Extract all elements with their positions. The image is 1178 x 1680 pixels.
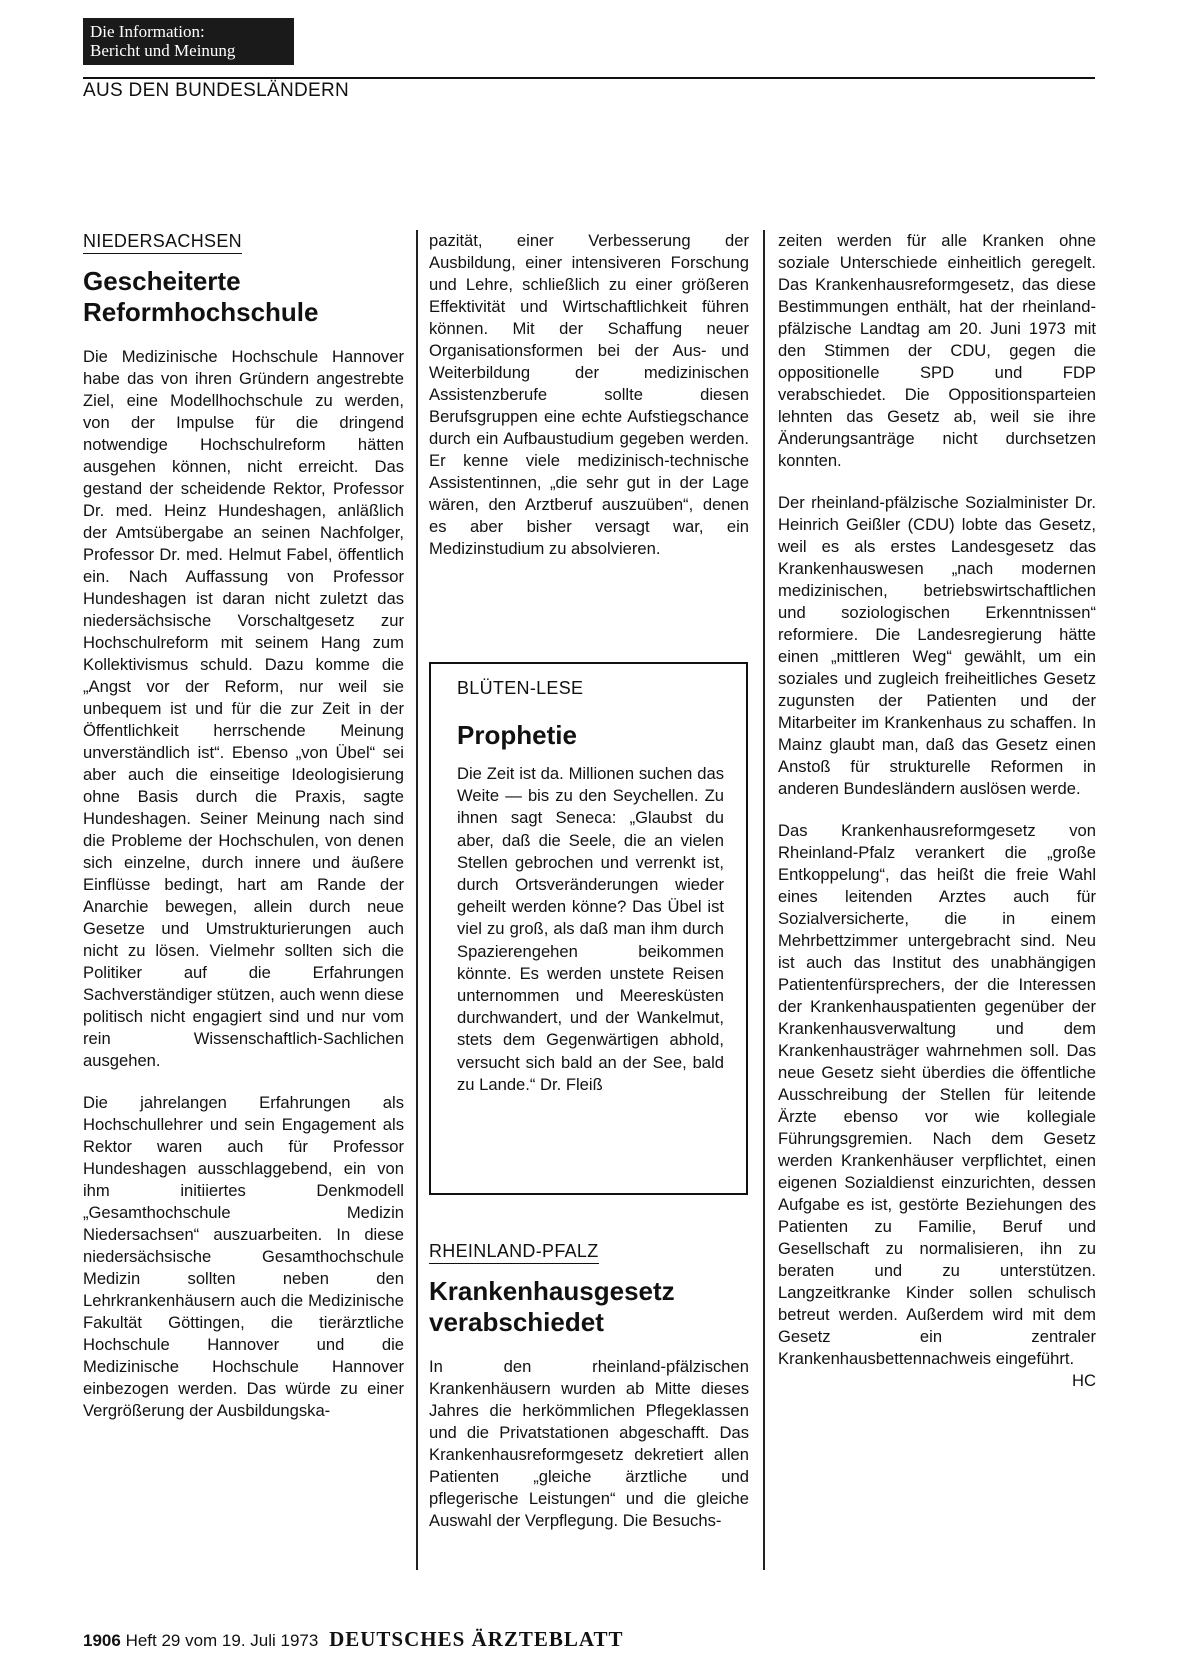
article1-headline: Gescheiterte Reformhochschule	[83, 266, 319, 327]
article1-paragraph-2: Die jahrelangen Erfahrungen als Hochschullehrer und sein Engagement als Rektor waren auch für Professor Hundeshagen ausschlaggebend, ein von ihm initiiertes Denkmodell „Gesamthochschule Medizin Niedersachsen“ auszuarbeiten. In diese niedersächsische Gesamthochschule Medizin sollten neben den Lehrkrankenhäusern auch die Medizinische Fakultät Göttingen, die tierärztliche Hochschule Hannover und die Medizinische Hochschule Hannover einbezogen werden. Das würde zu einer Vergrößerung der Ausbildungska-	[83, 1093, 404, 1420]
masthead: DEUTSCHES ÄRZTEBLATT	[329, 1627, 624, 1651]
article2-paragraph-3: Der rheinland-pfälzische Sozialminister Dr. Heinrich Geißler (CDU) lobte das Gesetz, weil es als erstes Landesgesetz das Krankenhauswesen „nach modernen medizinischen, betriebswirtschaftlichen und soziologischen Erkenntnissen“ reformiere. Die Landesregierung hätte einen „mittleren Weg“ gewählt, um ein soziales und zugleich freiheitliches Gesetz zugunsten der Patienten und der Mitarbeiter im Krankenhaus zu schaffen. In Mainz glaubt man, daß das Gesetz einen Anstoß für strukturelle Reformen in anderen Bundesländern auslösen werde.	[778, 493, 1096, 798]
column-2-bottom	[429, 1240, 749, 1552]
article1-rubric: NIEDERSACHSEN	[83, 230, 242, 254]
column-2-top	[429, 230, 749, 580]
column-3	[778, 230, 1096, 1392]
bluetenlese-box	[429, 662, 748, 1195]
box-body	[457, 763, 724, 1096]
box-text: Die Zeit ist da. Millionen suchen das Weite — bis zu den Seychellen. Zu ihnen sagt Seneca: „Glaubst du aber, daß die Seele, die an vielen Stellen gebrochen und verrenkt ist, durch Ortsveränderungen wieder geheilt werden könne? Das Übel ist viel zu groß, als daß man ihm durch Spazierengehen beikommen könnte. Es werden unstete Reisen unternommen und Meeresküsten durchwandert, und der Wankelmut, stets dem Gegenwärtigen abhold, versucht sich bald an der See, bald zu Lande.“	[457, 764, 724, 1094]
rubric-label-line2: Bericht und Meinung	[90, 41, 236, 60]
article1-paragraph-1: Die Medizinische Hochschule Hannover habe das von ihren Gründern angestrebte Ziel, eine Modellhochschule zu werden, von der Impulse für die dringend notwendige Hochschulreform hätten ausgehen können, nicht erreicht. Das gestand der scheidende Rektor, Professor Dr. med. Heinz Hundeshagen, anläßlich der Amtsübergabe an seinen Nachfolger, Professor Dr. med. Helmut Fabel, öffentlich ein. Nach Auffassung von Professor Hundeshagen ist daran nicht zuletzt das niedersächsische Vorschaltgesetz zur Hochschulreform mit seinem Hang zum Kollektivismus schuld. Dazu komme die „Angst vor der Reform, nur weil sie unbequem ist und für die zur Zeit in der Öffentlichkeit herrschende Meinung unverständlich ist“. Ebenso „von Übel“ sei aber auch die einseitige Ideologisierung ohne Basis durch die Praxis, sagte Hundeshagen. Seiner Meinung nach sind die Probleme der Hochschulen, von denen sich einzelne, durch innere und äußere Einflüsse bedingt, hart am Rande der Anarchie bewegen, allein durch neue Gesetze und Umstrukturierungen auch nicht zu lösen. Vielmehr sollten sich die Politiker auf die Erfahrungen Sachverständiger stützen, auch wenn diese politisch nicht engagiert sind und nur vom rein Wissenschaftlich-Sachlichen ausgehen.	[83, 347, 405, 1070]
article2-headline: Krankenhausgesetz verabschiedet	[429, 1276, 675, 1337]
article2-paragraph-2: zeiten werden für alle Kranken ohne soziale Unterschiede einheitlich geregelt. Das Krankenhausreformgesetz, das diese Bestimmungen enthält, hat der rheinland-pfälzische Landtag am 20. Juni 1973 mit den Stimmen der CDU, gegen die oppositionelle SPD und FDP verabschiedet. Die Oppositionsparteien lehnten das Gesetz ab, weil sie ihre Änderungsanträge nicht durchsetzen konnten.	[778, 231, 1096, 470]
header-rule	[83, 77, 1095, 79]
column-divider-1	[416, 230, 418, 1570]
issue-info: Heft 29 vom 19. Juli 1973	[125, 1631, 319, 1650]
box-headline: Prophetie	[457, 720, 577, 750]
column-1	[83, 230, 404, 1442]
article2-paragraph-1: In den rheinland-pfälzischen Krankenhäusern wurden ab Mitte dieses Jahres die herkömmlichen Pflegeklassen und die Privatstationen abgeschafft. Das Krankenhausreformgesetz dekretiert allen Patienten „gleiche ärztliche und pflegerische Leistungen“ und die gleiche Auswahl der Verpflegung. Die Besuchs-	[429, 1357, 749, 1530]
box-rubric: BLÜTEN-LESE	[457, 678, 584, 698]
article2-rubric: RHEINLAND-PFALZ	[429, 1240, 599, 1264]
page-number: 1906	[83, 1631, 121, 1650]
rubric-label-line1: Die Information:	[90, 22, 205, 41]
article2-paragraph-4-text: Das Krankenhausreformgesetz von Rheinland-Pfalz verankert die „große Entkoppelung“, das heißt die freie Wahl eines leitenden Arztes auch für Sozialversicherte, die in einem Mehrbettzimmer untergebracht sind. Neu ist auch das Institut des unabhängigen Patientenfürsprechers, der die Interessen der Krankenhauspatienten gegenüber der Krankenhausverwaltung und dem Krankenhausträger wahrnehmen soll. Das neue Gesetz sieht überdies die öffentliche Ausschreibung der Stellen für leitende Ärzte ebenso vor wie kollegiale Führungsgremien. Nach dem Gesetz werden Krankenhäuser verpflichtet, einen eigenen Sozialdienst einzurichten, dessen Aufgabe es ist, gestörte Beziehungen des Patienten zu Familie, Beruf und Gesellschaft zu normalisieren, ihn zu beraten und zu unterstützen. Langzeitkranke Kinder sollen schulisch betreut werden. Außerdem wird mit dem Gesetz ein zentraler Krankenhausbettennachweis eingeführt.	[778, 821, 1096, 1368]
article1-paragraph-3: pazität, einer Verbesserung der Ausbildung, einer intensiveren Forschung und Lehre, schließlich zu einer größeren Effektivität und Wirtschaftlichkeit führen können. Mit der Schaffung neuer Organisationsformen bei der Aus- und Weiterbildung der medizinischen Assistenzberufe sollte diesen Berufsgruppen eine echte Aufstiegschance durch ein Aufbaustudium gegeben werden. Er kenne viele medizinisch-technische Assistentinnen, „die sehr gut in der Lage wären, den Arztberuf auszuüben“, denen es aber bisher versagt war, ein Medizinstudium zu absolvieren.	[429, 231, 749, 558]
box-signature: Dr. Fleiß	[540, 1074, 603, 1094]
article2-paragraph-4	[778, 820, 1096, 1390]
rubric-label-box	[83, 18, 294, 65]
section-title: AUS DEN BUNDESLÄNDERN	[83, 80, 350, 101]
article2-signature: HC	[1072, 1371, 1096, 1390]
column-divider-2	[763, 230, 765, 1570]
page-footer	[83, 1627, 624, 1652]
